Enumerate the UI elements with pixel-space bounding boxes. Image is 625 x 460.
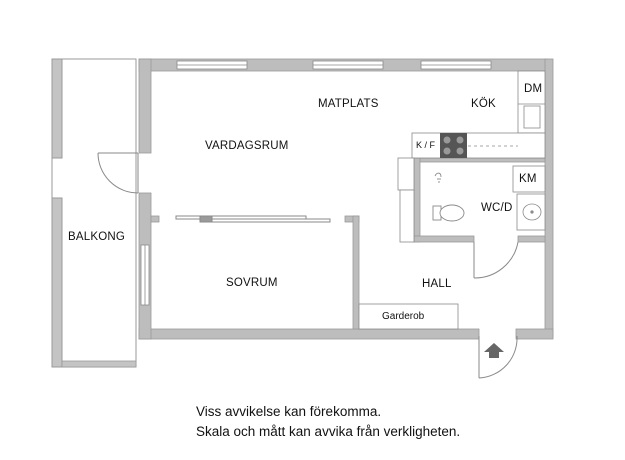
disclaimer-line-2: Skala och mått kan avvika från verkligheten. (196, 424, 461, 439)
balcony (52, 59, 136, 367)
stove-icon (440, 133, 467, 158)
disclaimer-line-1: Viss avvikelse kan förekomma. (196, 404, 382, 419)
room-label-balkong: BALKONG (68, 231, 126, 243)
room-label-matplats: MATPLATS (318, 98, 379, 110)
room-label-dm: DM (524, 83, 543, 95)
shower-icon (435, 173, 441, 182)
bathroom-door-icon (474, 242, 518, 278)
toilet-icon (433, 205, 464, 221)
room-label-vardagsrum: VARDAGSRUM (205, 140, 289, 152)
bedroom-window (141, 245, 149, 305)
room-label-sovrum: SOVRUM (226, 277, 278, 289)
entrance-arrow-icon (484, 343, 504, 358)
room-label-wcd: WC/D (481, 202, 513, 214)
closet (398, 158, 414, 242)
sliding-door (176, 216, 330, 222)
interior-walls (151, 158, 545, 329)
room-label-hall: HALL (422, 278, 452, 290)
disclaimer (196, 402, 460, 442)
room-label-kf: K / F (416, 140, 436, 150)
room-label-km: KM (519, 173, 537, 185)
windows (177, 61, 491, 69)
room-label-garderob: Garderob (382, 311, 425, 322)
room-label-kok: KÖK (471, 98, 496, 110)
